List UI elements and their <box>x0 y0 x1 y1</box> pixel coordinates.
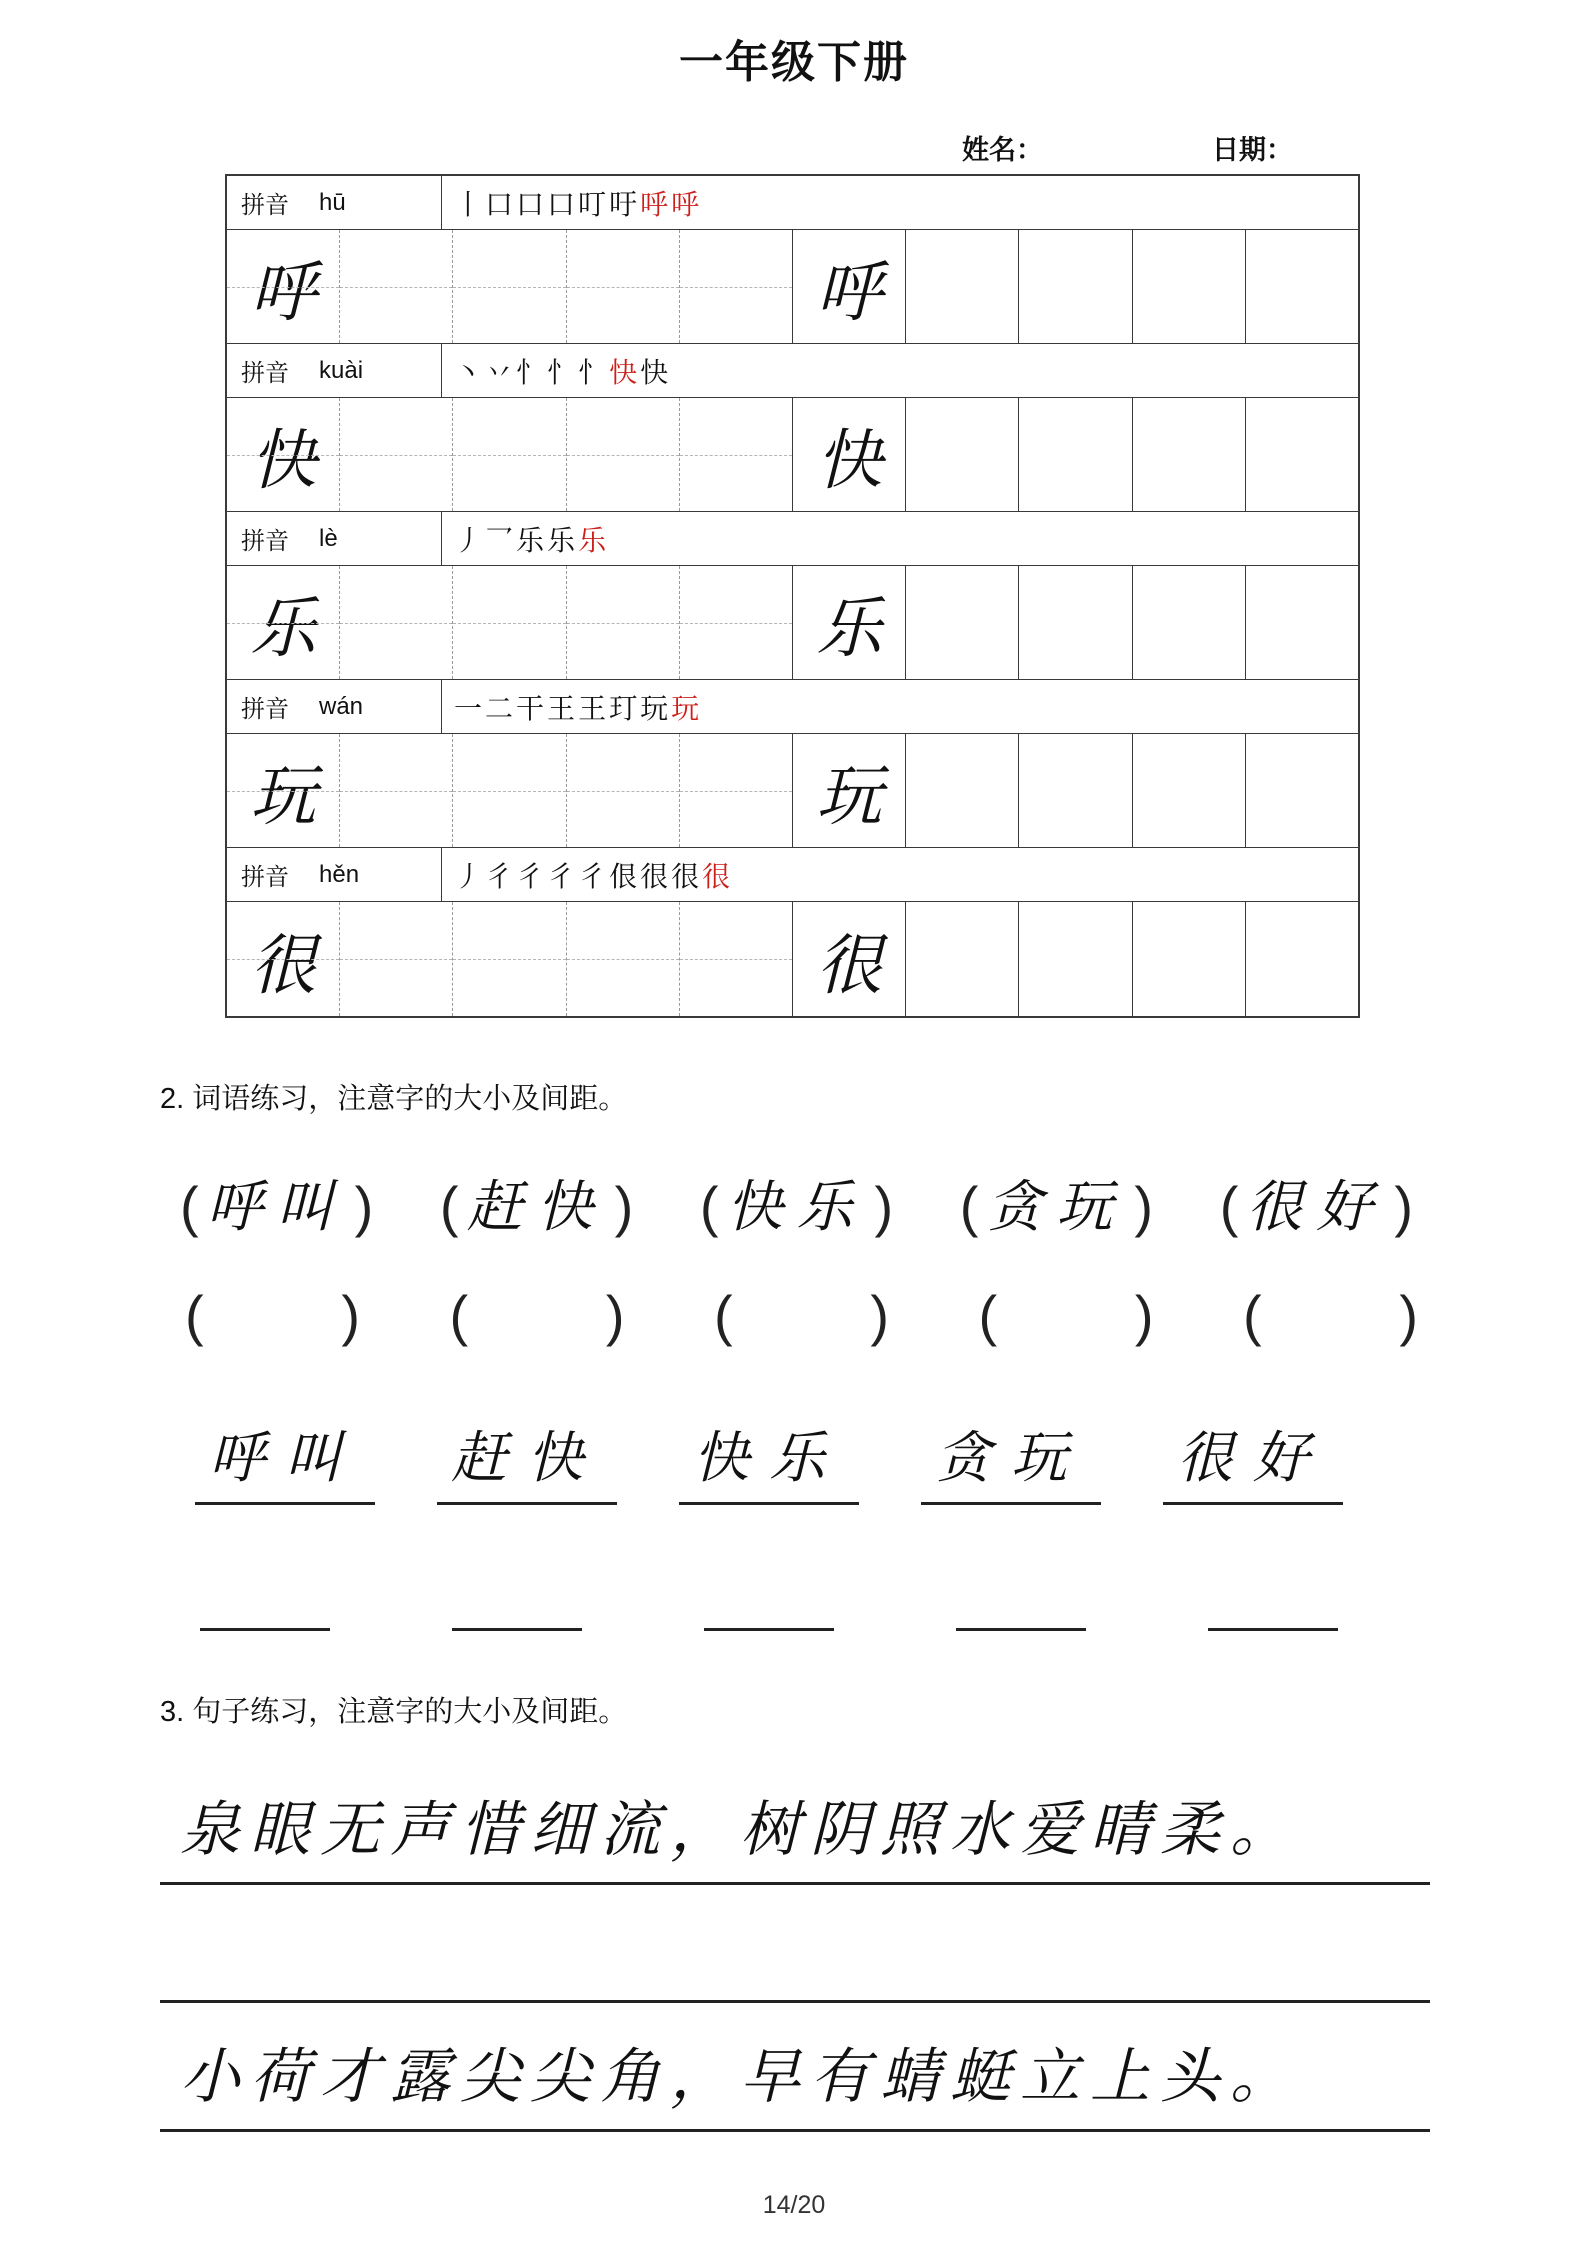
stroke-step: 佷 <box>609 859 638 893</box>
close-paren: ) <box>1394 1175 1413 1238</box>
empty-paren-pair <box>450 1283 625 1348</box>
close-paren: ) <box>341 1284 360 1347</box>
blank-practice-cell <box>680 902 793 1016</box>
practice-character: 很 <box>816 926 883 1004</box>
blank-practice-cell <box>1133 902 1246 1016</box>
word-text: 呼叫 <box>206 1175 347 1240</box>
stroke-step: 乐 <box>516 523 545 557</box>
pinyin-label: 拼音 <box>241 192 289 219</box>
blank-word-line <box>200 1589 330 1631</box>
stroke-step: 口 <box>485 187 514 221</box>
blank-practice-cell <box>340 566 453 679</box>
underlined-word: 很好 <box>1163 1414 1343 1505</box>
blank-practice-cell <box>340 902 453 1016</box>
stroke-order-sequence <box>442 344 668 397</box>
close-paren: ) <box>614 1175 634 1238</box>
blank-practice-cell <box>906 734 1019 847</box>
model-character-cell <box>227 734 340 847</box>
blank-practice-cell <box>1246 734 1358 847</box>
stroke-step: 吁 <box>609 187 638 221</box>
blank-practice-cell <box>567 566 680 679</box>
date-label: 日期： <box>1212 135 1293 165</box>
blank-practice-cell <box>1019 566 1132 679</box>
model-character-cell <box>793 902 906 1016</box>
pinyin-label: 拼音 <box>241 696 289 723</box>
blank-practice-cell <box>1019 398 1132 511</box>
pinyin-label: 拼音 <box>241 864 289 891</box>
underlined-word: 呼叫 <box>195 1414 375 1505</box>
open-paren: ( <box>180 1175 199 1238</box>
open-paren: ( <box>714 1284 733 1347</box>
stroke-step: 口 <box>547 187 576 221</box>
close-paren: ) <box>605 1284 625 1347</box>
words-paren-row <box>180 1163 1413 1243</box>
words-empty-paren-row <box>185 1283 1418 1348</box>
section3-heading: 3. 句子练习，注意字的大小及间距。 <box>160 1696 628 1728</box>
stroke-step: 乐 <box>547 523 576 557</box>
blank-practice-cell <box>906 566 1019 679</box>
stroke-order-sequence <box>442 848 730 901</box>
stroke-step: 彳 <box>516 859 545 893</box>
pinyin-row <box>227 680 1358 734</box>
blank-practice-cell <box>1246 566 1358 679</box>
model-character-cell <box>227 902 340 1016</box>
stroke-step: 忄 <box>578 355 607 389</box>
section2-heading: 2. 词语练习，注意字的大小及间距。 <box>160 1083 628 1115</box>
blank-practice-cell <box>1019 902 1132 1016</box>
sentence-practice <box>160 1756 1430 2246</box>
model-character-cell <box>793 734 906 847</box>
word-with-parens <box>960 1163 1153 1243</box>
stroke-step: 呼 <box>640 187 669 221</box>
blank-practice-cell <box>906 398 1019 511</box>
stroke-step: 二 <box>485 691 514 725</box>
stroke-step: 玩 <box>640 691 669 725</box>
blank-sentence-line <box>160 2132 1430 2246</box>
stroke-step: 彳 <box>578 859 607 893</box>
empty-paren-pair <box>979 1283 1154 1348</box>
practice-character: 快 <box>250 422 317 499</box>
practice-row <box>227 566 1358 680</box>
model-character-cell <box>793 566 906 679</box>
blank-word-line <box>452 1589 582 1631</box>
pinyin-label-cell <box>227 848 442 901</box>
practice-character: 呼 <box>816 254 883 331</box>
stroke-step: 彳 <box>547 859 576 893</box>
word-text: 很好 <box>1246 1175 1387 1240</box>
practice-character: 快 <box>816 422 883 499</box>
blank-practice-cell <box>1246 398 1358 511</box>
name-label: 姓名： <box>962 135 1043 165</box>
blank-word-line <box>704 1589 834 1631</box>
blank-practice-cell <box>680 398 793 511</box>
open-paren: ( <box>1243 1284 1262 1347</box>
word-text: 快乐 <box>726 1175 867 1240</box>
blank-practice-cell <box>1019 230 1132 343</box>
blank-practice-cell <box>453 566 566 679</box>
blank-practice-cell <box>1019 734 1132 847</box>
blank-practice-cell <box>1133 230 1246 343</box>
words-underline-row <box>195 1414 1343 1505</box>
stroke-step: 很 <box>671 859 700 893</box>
close-paren: ) <box>1134 1284 1154 1347</box>
blank-practice-cell <box>453 230 566 343</box>
model-character-cell <box>227 398 340 511</box>
word-with-parens <box>180 1163 373 1243</box>
pinyin-label-cell <box>227 344 442 397</box>
stroke-step: 很 <box>640 859 669 893</box>
close-paren: ) <box>874 1175 894 1238</box>
page-title: 一年级下册 <box>679 38 909 87</box>
blank-practice-cell <box>453 902 566 1016</box>
blank-practice-cell <box>680 566 793 679</box>
pinyin-text: hū <box>319 188 346 216</box>
stroke-step: 丨 <box>454 187 483 221</box>
blank-word-line <box>956 1589 1086 1631</box>
pinyin-text: wán <box>319 692 364 720</box>
blank-practice-cell <box>1133 734 1246 847</box>
stroke-step: 丷 <box>485 355 514 389</box>
blank-practice-cell <box>906 230 1019 343</box>
stroke-order-sequence <box>442 176 699 229</box>
practice-character: 玩 <box>816 758 883 835</box>
stroke-step: 忄 <box>516 355 545 389</box>
open-paren: ( <box>1219 1175 1239 1238</box>
blank-sentence-line <box>160 1885 1430 2003</box>
stroke-step: 玎 <box>609 691 638 725</box>
stroke-step: 快 <box>609 355 638 389</box>
pinyin-label-cell <box>227 512 442 565</box>
model-sentence-line: 小荷才露尖尖角，早有蜻蜓立上头。 <box>160 2003 1430 2132</box>
practice-row <box>227 902 1358 1016</box>
word-text: 贪玩 <box>986 1175 1127 1240</box>
stroke-step: 叮 <box>578 187 607 221</box>
page-number: 14/20 <box>762 2191 826 2219</box>
pinyin-label: 拼音 <box>241 528 289 555</box>
header-row <box>0 124 1588 174</box>
open-paren: ( <box>449 1284 469 1347</box>
pinyin-row <box>227 176 1358 230</box>
blank-practice-cell <box>680 734 793 847</box>
practice-row <box>227 398 1358 512</box>
stroke-step: 一 <box>454 691 483 725</box>
stroke-step: 呼 <box>671 187 700 221</box>
close-paren: ) <box>1134 1175 1154 1238</box>
blank-practice-cell <box>453 734 566 847</box>
open-paren: ( <box>699 1175 719 1238</box>
stroke-step: 很 <box>702 859 731 893</box>
pinyin-text: hěn <box>319 860 360 888</box>
open-paren: ( <box>959 1175 979 1238</box>
pinyin-text: kuài <box>319 356 364 384</box>
model-character-cell <box>793 398 906 511</box>
underlined-word: 贪玩 <box>921 1414 1101 1505</box>
model-character-cell <box>227 566 340 679</box>
practice-character: 乐 <box>250 590 317 667</box>
blank-practice-cell <box>567 902 680 1016</box>
open-paren: ( <box>185 1284 204 1347</box>
blank-practice-cell <box>680 230 793 343</box>
pinyin-row <box>227 848 1358 902</box>
word-with-parens <box>1220 1163 1413 1243</box>
stroke-step: 快 <box>640 355 669 389</box>
words-empty-underline-row <box>200 1589 1338 1631</box>
open-paren: ( <box>439 1175 459 1238</box>
blank-practice-cell <box>567 734 680 847</box>
char-practice-table <box>225 174 1360 1018</box>
stroke-step: 彳 <box>485 859 514 893</box>
underlined-word: 快乐 <box>679 1414 859 1505</box>
model-character-cell <box>227 230 340 343</box>
practice-character: 玩 <box>250 758 317 835</box>
blank-practice-cell <box>906 902 1019 1016</box>
stroke-step: 王 <box>578 691 607 725</box>
empty-paren-pair <box>1243 1283 1418 1348</box>
word-with-parens <box>700 1163 893 1243</box>
stroke-step: 玩 <box>671 691 700 725</box>
stroke-step: 丶 <box>454 355 483 389</box>
underlined-word: 赶快 <box>437 1414 617 1505</box>
practice-character: 很 <box>250 926 317 1004</box>
stroke-step: 忄 <box>547 355 576 389</box>
blank-word-line <box>1208 1589 1338 1631</box>
pinyin-row <box>227 344 1358 398</box>
stroke-step: 乛 <box>485 523 514 557</box>
blank-practice-cell <box>1133 398 1246 511</box>
empty-paren-pair <box>714 1283 889 1348</box>
pinyin-label: 拼音 <box>241 360 289 387</box>
close-paren: ) <box>870 1284 889 1347</box>
empty-paren-pair <box>185 1283 360 1348</box>
stroke-step: 口 <box>516 187 545 221</box>
stroke-step: 乐 <box>578 523 607 557</box>
stroke-step: 王 <box>547 691 576 725</box>
word-with-parens <box>440 1163 633 1243</box>
blank-practice-cell <box>1133 566 1246 679</box>
pinyin-label-cell <box>227 176 442 229</box>
practice-row <box>227 230 1358 344</box>
pinyin-text: lè <box>319 524 338 552</box>
word-text: 赶快 <box>466 1175 607 1240</box>
model-character-cell <box>793 230 906 343</box>
blank-practice-cell <box>340 734 453 847</box>
stroke-order-sequence <box>442 680 699 733</box>
close-paren: ) <box>1399 1284 1418 1347</box>
stroke-step: 干 <box>516 691 545 725</box>
blank-practice-cell <box>340 398 453 511</box>
stroke-step: 丿 <box>454 523 483 557</box>
practice-character: 乐 <box>816 590 883 667</box>
blank-practice-cell <box>567 398 680 511</box>
pinyin-label-cell <box>227 680 442 733</box>
stroke-order-sequence <box>442 512 606 565</box>
pinyin-row <box>227 512 1358 566</box>
blank-practice-cell <box>453 398 566 511</box>
practice-row <box>227 734 1358 848</box>
blank-practice-cell <box>567 230 680 343</box>
blank-practice-cell <box>1246 230 1358 343</box>
open-paren: ( <box>978 1284 998 1347</box>
blank-practice-cell <box>340 230 453 343</box>
practice-character: 呼 <box>250 254 317 331</box>
blank-practice-cell <box>1246 902 1358 1016</box>
model-sentence-line: 泉眼无声惜细流，树阴照水爱晴柔。 <box>160 1756 1430 1885</box>
close-paren: ) <box>354 1175 374 1238</box>
stroke-step: 丿 <box>454 859 483 893</box>
